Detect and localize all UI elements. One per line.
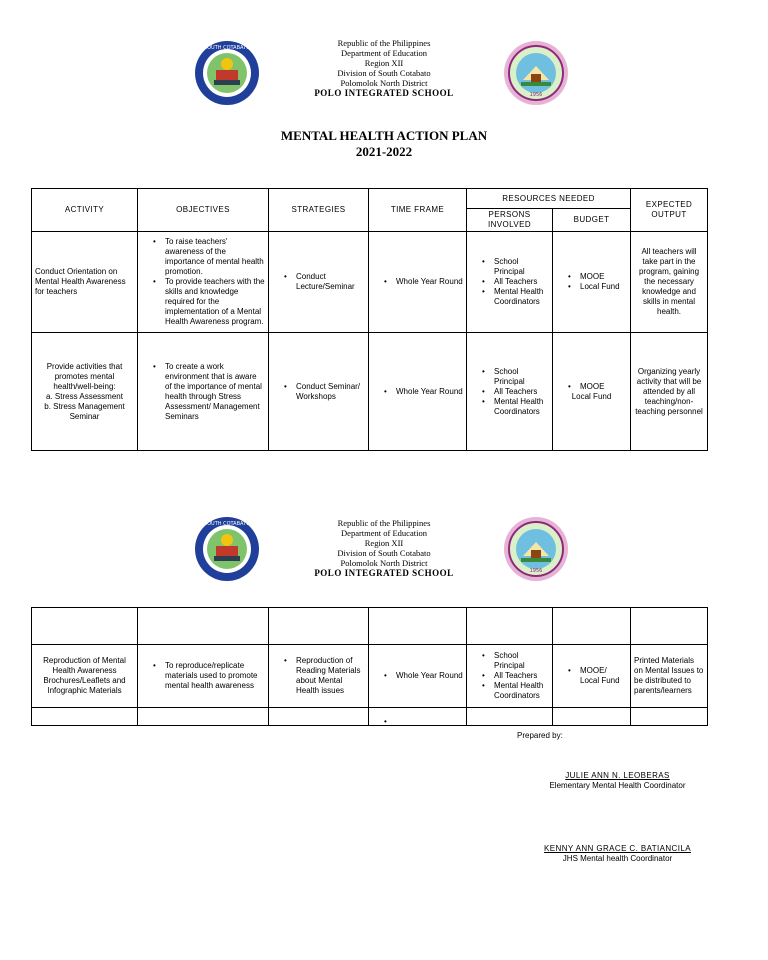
header-time-frame: TIME FRAME [369, 189, 467, 232]
table-row-blank [32, 708, 708, 726]
action-plan-table [31, 188, 708, 451]
list-item: • School Principal [482, 257, 549, 277]
output-cell: Organizing yearly activity that will be attended by all teaching/non-teaching personnel [631, 333, 708, 451]
list-item: • Whole Year Round [384, 387, 463, 397]
svg-text:SOUTH COTABATO: SOUTH COTABATO [203, 45, 251, 51]
header-region: Region XII [364, 58, 404, 68]
activity-cell: Reproduction of Mental Health Awareness Brochures/Leaflets and Infographic Materials [32, 645, 138, 708]
header-resources-needed: RESOURCES NEEDED [467, 189, 631, 209]
title-line1: MENTAL HEALTH ACTION PLAN [280, 128, 488, 143]
budget-local-fund: Local Fund [571, 391, 612, 401]
page2-letterhead [0, 518, 768, 578]
list-item: • Conduct Lecture/Seminar [284, 272, 365, 292]
header-strategies: STRATEGIES [269, 189, 369, 232]
list-item: • All Teachers [482, 671, 549, 681]
persons-cell [467, 232, 553, 333]
strategies-cell [269, 645, 369, 708]
signatory-name: KENNY ANN GRACE C. BATIANCILA [544, 844, 691, 853]
header-deped: Department of Education [341, 48, 427, 58]
activity-sub-b: b. Stress Management Seminar [44, 401, 125, 421]
header-division: Division of South Cotabato [337, 548, 431, 558]
prepared-by-label: Prepared by: [517, 731, 563, 740]
list-item: • All Teachers [482, 277, 549, 287]
time-frame-cell [369, 333, 467, 451]
signatory-role: JHS Mental health Coordinator [562, 854, 673, 863]
page1-letterhead [0, 38, 768, 98]
strategies-cell [269, 333, 369, 451]
header-activity: ACTIVITY [32, 189, 138, 232]
list-item: • School Principal [482, 651, 549, 671]
list-item: • MOOE/ Local Fund [568, 666, 627, 686]
title-year: 2021-2022 [355, 144, 413, 159]
header-division: Division of South Cotabato [337, 68, 431, 78]
list-item: • To provide teachers with the skills and knowledge required for the implementation of a Mental Health Awareness program. [153, 277, 265, 327]
svg-text:1956: 1956 [529, 568, 543, 574]
list-item: • Local Fund [568, 282, 627, 292]
strategies-cell [269, 232, 369, 333]
list-item: • To create a work environment that is aware of the importance of mental health through Stress Assessment/ Management Seminars [153, 362, 265, 422]
list-item: • MOOE [568, 382, 627, 392]
header-deped: Department of Education [341, 528, 427, 538]
activity-cell: Conduct Orientation on Mental Health Awareness for teachers [32, 232, 138, 333]
document-title [0, 128, 768, 160]
table-row [32, 645, 708, 708]
header-objectives: OBJECTIVES [138, 189, 269, 232]
list-item: • Mental Health Coordinators [482, 397, 549, 417]
output-cell: All teachers will take part in the program, gaining the necessary knowledge and skills in mental health. [631, 232, 708, 333]
list-item: • Conduct Seminar/ Workshops [284, 382, 365, 402]
table-row [32, 333, 708, 451]
persons-cell [467, 645, 553, 708]
signatory-role: Elementary Mental Health Coordinator [549, 781, 686, 790]
signatory-name: JULIE ANN N. LEOBERAS [565, 771, 670, 780]
activity-sub-a: a. Stress Assessment [46, 391, 123, 401]
objectives-cell [138, 645, 269, 708]
time-frame-cell [369, 708, 467, 726]
list-item: • MOOE [568, 272, 627, 282]
budget-cell [553, 232, 631, 333]
header-republic: Republic of the Philippines [337, 38, 431, 48]
output-cell: Printed Materials on Mental Issues to be distributed to parents/learners [631, 645, 708, 708]
svg-text:1956: 1956 [529, 92, 543, 98]
list-item: • Mental Health Coordinators [482, 681, 549, 701]
list-item: • Whole Year Round [384, 277, 463, 287]
objectives-cell [138, 232, 269, 333]
header-school: POLO INTEGRATED SCHOOL [314, 568, 454, 578]
header-expected-output: EXPECTED OUTPUT [631, 189, 708, 232]
time-frame-cell [369, 232, 467, 333]
list-item: • School Principal [482, 367, 549, 387]
budget-cell [553, 333, 631, 451]
list-item: • Reproduction of Reading Materials about Mental Health issues [284, 656, 365, 696]
table-row-blank [32, 608, 708, 645]
budget-cell [553, 645, 631, 708]
action-plan-table-continued [31, 607, 708, 726]
header-persons-involved: PERSONS INVOLVED [467, 209, 553, 232]
table-row [32, 232, 708, 333]
header-school: POLO INTEGRATED SCHOOL [314, 88, 454, 98]
activity-cell [32, 333, 138, 451]
activity-intro: Provide activities that promotes mental health/well-being: [46, 361, 123, 391]
objectives-cell [138, 333, 269, 451]
list-item: • To raise teachers' awareness of the importance of mental health promotion. [153, 237, 265, 277]
header-region: Region XII [364, 538, 404, 548]
time-frame-cell [369, 645, 467, 708]
list-item: • All Teachers [482, 387, 549, 397]
list-item: • Whole Year Round [384, 671, 463, 681]
header-budget: BUDGET [553, 209, 631, 232]
header-district: Polomolok North District [340, 78, 428, 88]
list-item: • Mental Health Coordinators [482, 287, 549, 307]
list-item: • To reproduce/replicate materials used to promote mental health awareness [153, 661, 265, 691]
signatory-2 [520, 844, 715, 864]
persons-cell [467, 333, 553, 451]
header-district: Polomolok North District [340, 558, 428, 568]
header-republic: Republic of the Philippines [337, 518, 431, 528]
signatory-1 [520, 771, 715, 791]
svg-text:SOUTH COTABATO: SOUTH COTABATO [203, 521, 251, 527]
